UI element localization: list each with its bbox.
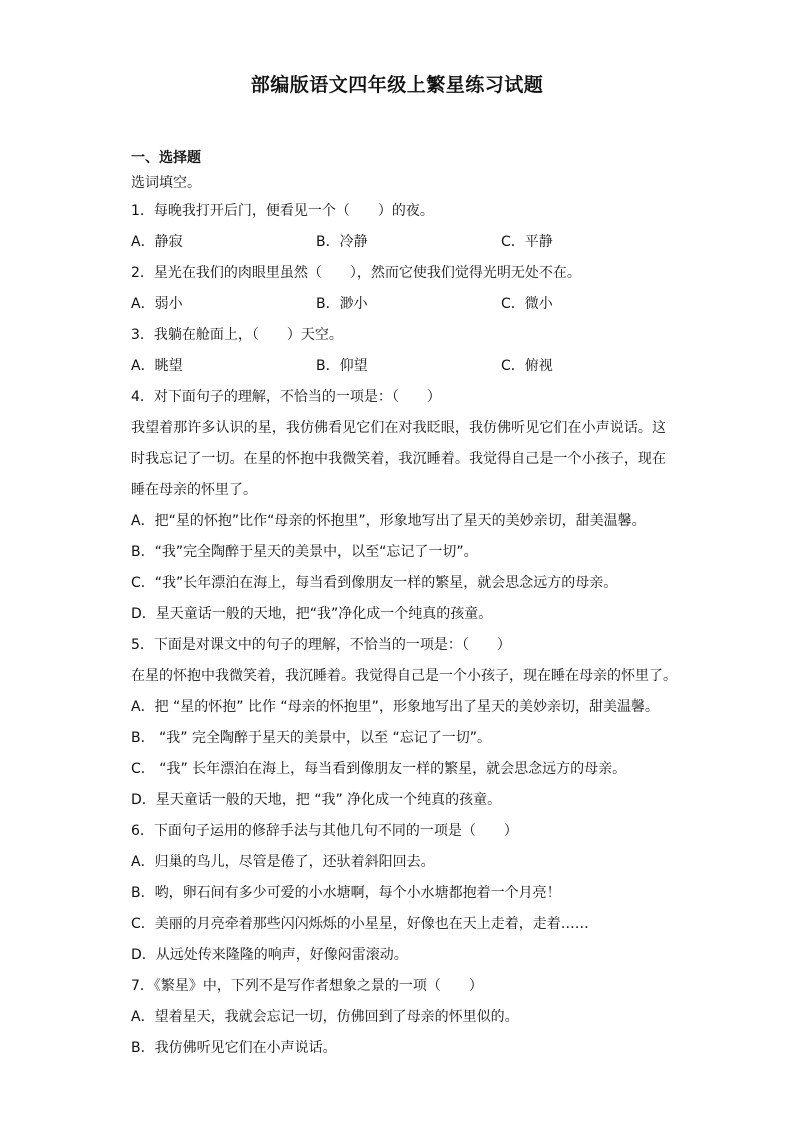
section-heading: 一、选择题 — [131, 150, 201, 166]
question-6: 6．下面句子运用的修辞手法与其他几句不同的一项是（ ） — [131, 823, 518, 839]
question-6-option-c: C．美丽的月亮牵着那些闪闪烁烁的小星星，好像也在天上走着，走着…… — [131, 916, 589, 932]
question-7-option-a: A．望着星天，我就会忘记一切，仿佛回到了母亲的怀里似的。 — [131, 1009, 519, 1025]
question-5-option-b: B． “我” 完全陶醉于星天的美景中，以至 “忘记了一切”。 — [131, 730, 491, 746]
question-5-option-d: D．星天童话一般的天地，把 “我” 净化成一个纯真的孩童。 — [131, 792, 502, 808]
question-4-passage: 我望着那许多认识的星，我仿佛看见它们在对我眨眼，我仿佛听见它们在小声说话。这时我忘记了一切。在星的怀抱中我微笑着，我沉睡着。我觉得自己是一个小孩子，现在睡在母亲的怀里了。 — [131, 420, 666, 498]
question-6-option-d: D．从远处传来隆隆的响声，好像闷雷滚动。 — [131, 947, 408, 963]
option-c: C．微小 — [501, 296, 553, 312]
question-4-option-b: B．“我”完全陶醉于星天的美景中，以至“忘记了一切”。 — [131, 544, 478, 560]
question-6-option-a: A．归巢的鸟儿，尽管是倦了，还驮着斜阳回去。 — [131, 854, 435, 870]
question-2-options — [131, 289, 671, 320]
question-3-options — [131, 351, 671, 382]
section-instruction: 选词填空。 — [131, 175, 201, 191]
question-7-option-b: B．我仿佛听见它们在小声说话。 — [131, 1040, 337, 1056]
option-a: A．静寂 — [131, 234, 183, 250]
question-5-option-a: A．把 “星的怀抱” 比作 “母亲的怀抱里”，形象地写出了星天的美妙亲切，甜美温馨。 — [131, 699, 659, 715]
option-a: A．弱小 — [131, 296, 183, 312]
question-6-option-b: B．哟，卵石间有多少可爱的小水塘啊，每个小水塘都抱着一个月亮！ — [131, 885, 561, 901]
option-b: B．冷静 — [316, 234, 368, 250]
option-b: B．渺小 — [316, 296, 368, 312]
document-body — [131, 146, 677, 1064]
question-4-option-a: A．把“星的怀抱”比作“母亲的怀抱里”，形象地写出了星天的美妙亲切，甜美温馨。 — [131, 513, 646, 529]
option-b: B．仰望 — [316, 358, 368, 374]
question-7: 7．《繁星》中，下列不是写作者想象之景的一项（ ） — [131, 978, 483, 994]
question-4-option-d: D．星天童话一般的天地，把“我”净化成一个纯真的孩童。 — [131, 606, 493, 622]
question-1: 1．每晚我打开后门，便看见一个（ ）的夜。 — [131, 203, 434, 219]
option-c: C．俯视 — [501, 358, 553, 374]
option-c: C．平静 — [501, 234, 553, 250]
question-5-passage: 在星的怀抱中我微笑着，我沉睡着。我觉得自己是一个小孩子，现在睡在母亲的怀里了。 — [131, 668, 677, 684]
question-5-option-c: C． “我” 长年漂泊在海上，每当看到像朋友一样的繁星，就会思念远方的母亲。 — [131, 761, 627, 777]
question-1-options — [131, 227, 671, 258]
question-3: 3．我躺在舱面上，（ ）天空。 — [131, 327, 343, 343]
question-5: 5．下面是对课文中的句子的理解，不恰当的一项是：（ ） — [131, 637, 511, 653]
question-4-option-c: C．“我”长年漂泊在海上，每当看到像朋友一样的繁星，就会思念远方的母亲。 — [131, 575, 618, 591]
question-4: 4．对下面句子的理解，不恰当的一项是：（ ） — [131, 389, 441, 405]
option-a: A．眺望 — [131, 358, 183, 374]
document-title: 部编版语文四年级上繁星练习试题 — [250, 74, 544, 96]
question-2: 2．星光在我们的肉眼里虽然（ ），然而它使我们觉得光明无处不在。 — [131, 265, 581, 281]
